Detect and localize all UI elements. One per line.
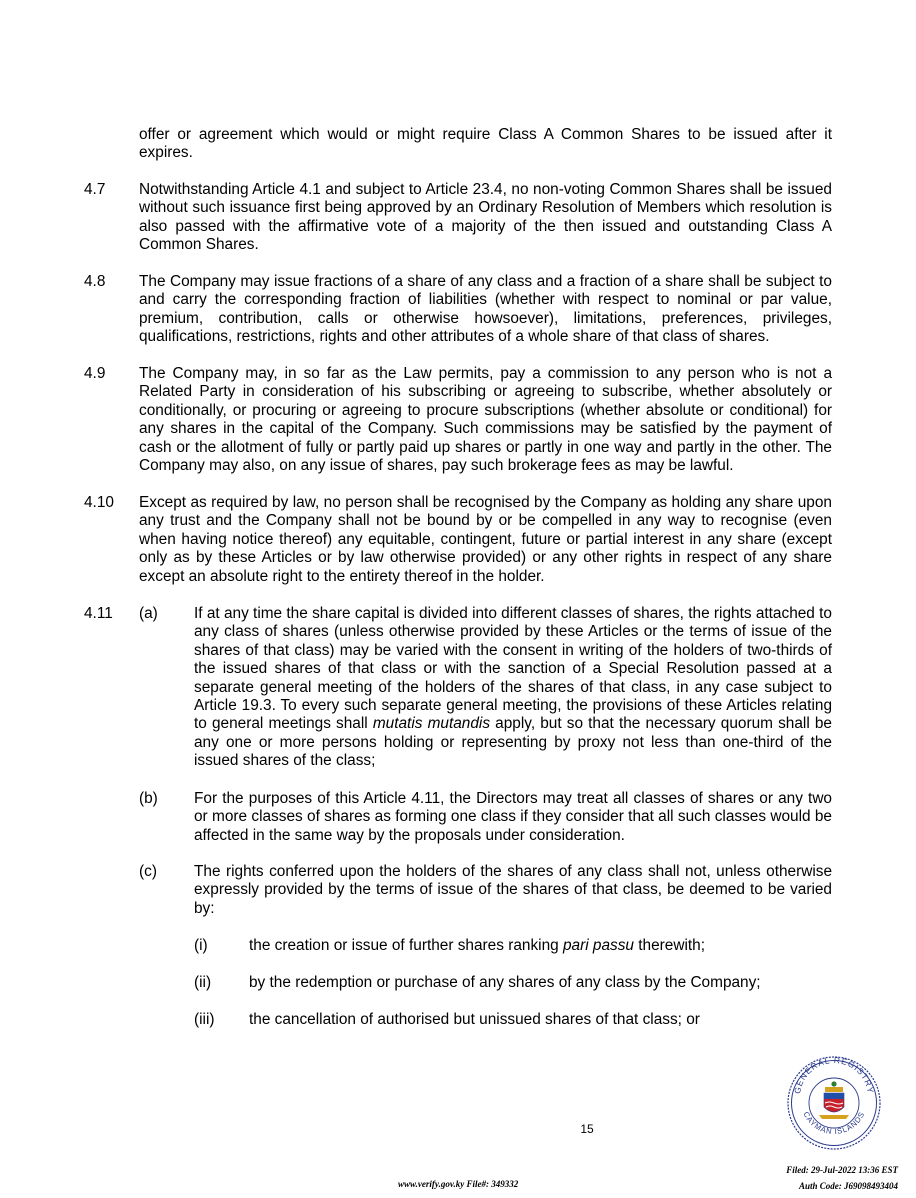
seal-bottom-text: CAYMAN ISLANDS xyxy=(801,1110,867,1136)
footer-verify-link[interactable]: www.verify.gov.ky File#: 349332 xyxy=(398,1179,519,1189)
paragraph-number-4-10: 4.10 xyxy=(84,494,114,511)
subparagraph-label-a: (a) xyxy=(139,605,158,622)
paragraph-4-9: The Company may, in so far as the Law permits, pay a commission to any person who is not a Related Party in consideration of his subscribing or agreeing to subscribe, whether absolutely or conditionally, or procuring or agreeing to procure subscriptions (whether absolute or conditional) for any shares in the capital of the Company. Such commissions may be satisfied by the payment of cash or the allotment of fully or partly paid up shares or partly in one way and partly in the other. The Company may also, on any issue of shares, pay such brokerage fees as may be lawful. xyxy=(139,365,832,475)
item-i-italic: pari passu xyxy=(562,937,634,954)
paragraph-4-10: Except as required by law, no person shall be recognised by the Company as holding any share upon any trust and the Company shall not be bound by or be compelled in any way to recognise (even when having notice thereof) any equitable, contingent, future or partial interest in any share (except only as by these Articles or by law otherwise provided) or any other rights in respect of any share except an absolute right to the entirety thereof in the holder. xyxy=(139,494,832,585)
cayman-crest-icon xyxy=(819,1081,849,1119)
item-label-ii: (ii) xyxy=(194,974,212,991)
paragraph-continuation: offer or agreement which would or might require Class A Common Shares to be issued after it expires. xyxy=(139,126,832,162)
paragraph-number-4-8: 4.8 xyxy=(84,273,106,290)
page-number: 15 xyxy=(580,1122,594,1136)
item-label-iii: (iii) xyxy=(194,1011,215,1028)
subparagraph-b: For the purposes of this Article 4.11, the Directors may treat all classes of shares or any two or more classes of shares as forming one class if they consider that all such classes would be affected in the same way by the proposals under consideration. xyxy=(194,790,832,844)
paragraph-4-7: Notwithstanding Article 4.1 and subject to Article 23.4, no non-voting Common Shares shall be issued without such issuance first being approved by an Ordinary Resolution of Members which resolution is also passed with the affirmative vote of a majority of the then issued and outstanding Class A Common Shares. xyxy=(139,181,832,254)
subparagraph-a-text-1: If at any time the share capital is divided into different classes of shares, the rights attached to any class of shares (unless otherwise provided by these Articles or the terms of issue of the shares of that class) may be varied with the consent in writing of the holders of two-thirds of the issued shares of that class or with the sanction of a Special Resolution passed at a separate general meeting of the holders of the shares of that class, in any case subject to Article 19.3. To every such separate general meeting, the provisions of these Articles relating to general meetings shall xyxy=(194,605,832,733)
item-label-i: (i) xyxy=(194,937,208,954)
footer-filing-info xyxy=(786,1162,898,1194)
auth-code: Auth Code: J69098493404 xyxy=(798,1181,898,1191)
seal-top-text: GENERAL REGISTRY xyxy=(792,1054,876,1095)
subparagraph-c: The rights conferred upon the holders of the shares of any class shall not, unless otherwise expressly provided by the terms of issue of the shares of that class, be deemed to be varied by: xyxy=(194,863,832,917)
paragraph-4-8: The Company may issue fractions of a share of any class and a fraction of a share shall be subject to and carry the corresponding fraction of liabilities (whether with respect to nominal or par value, premium, contribution, calls or otherwise howsoever), limitations, preferences, privileges, qualifications, restrictions, rights and other attributes of a whole share of that class of shares. xyxy=(139,273,832,346)
item-i-text-1: the creation or issue of further shares ranking xyxy=(249,937,563,954)
subparagraph-label-b: (b) xyxy=(139,790,158,807)
paragraph-number-4-11: 4.11 xyxy=(84,605,113,622)
paragraph-number-4-7: 4.7 xyxy=(84,181,106,198)
item-i-text-2: therewith; xyxy=(633,937,705,954)
item-ii: by the redemption or purchase of any shares of any class by the Company; xyxy=(249,974,761,991)
paragraph-number-4-9: 4.9 xyxy=(84,365,106,382)
subparagraph-a-text-2: apply, but so that the necessary quorum shall be any one or more persons holding or representing by proxy not less than one-third of the issued shares of the class; xyxy=(194,715,832,770)
item-i xyxy=(249,937,832,955)
subparagraph-label-c: (c) xyxy=(139,863,157,880)
general-registry-seal xyxy=(786,1049,882,1159)
subparagraph-a-italic: mutatis mutandis xyxy=(372,715,491,733)
subparagraph-a xyxy=(194,605,832,771)
item-iii: the cancellation of authorised but unissued shares of that class; or xyxy=(249,1011,700,1028)
filed-timestamp: Filed: 29-Jul-2022 13:36 EST xyxy=(786,1165,898,1175)
